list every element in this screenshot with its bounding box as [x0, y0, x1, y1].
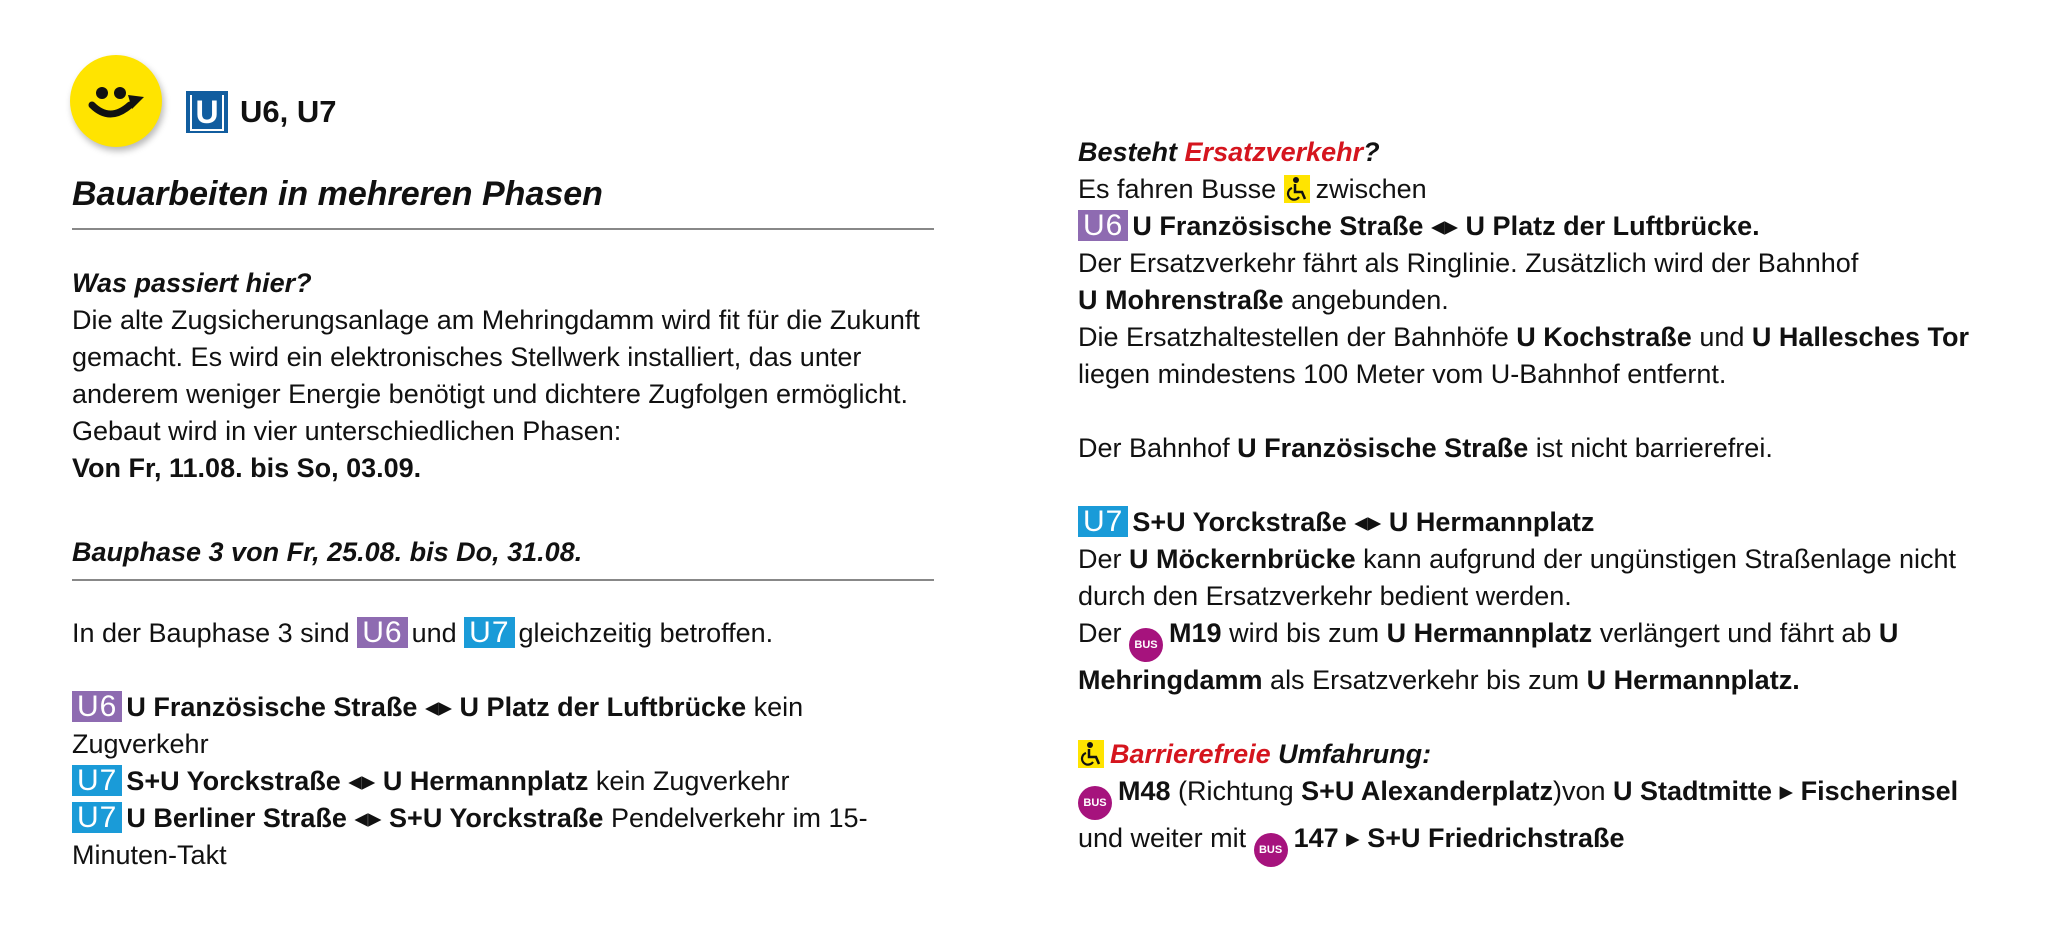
route-stations: U Französische Straße ◂▸ U Platz der Luftbrücke	[126, 692, 747, 722]
bus-extension-info: Der BUS M19 wird bis zum U Hermannplatz verlängert und fährt ab U Mehringdamm als Ersatzverkehr bis zum U Hermannplatz.	[1078, 618, 1899, 695]
route-status: Pendelverkehr im 15-Minuten-Takt	[72, 803, 868, 870]
ring-line-info: Der Ersatzverkehr fährt als Ringlinie. Zusätzlich wird der Bahnhof U Mohrenstraße angebunden.	[1078, 248, 1859, 315]
bus-icon: BUS	[1129, 628, 1163, 662]
u-bahn-sign: U	[186, 91, 228, 133]
barrier-free-heading: Barrierefreie Umfahrung:	[1078, 736, 1978, 773]
u7-badge: U7	[72, 765, 122, 796]
bus-icon: BUS	[1078, 786, 1112, 820]
replacement-service	[1078, 134, 1978, 867]
u6-badge: U6	[72, 691, 122, 722]
affected-routes	[72, 689, 892, 874]
route-item	[1078, 504, 1978, 541]
section-question: Besteht Ersatzverkehr?	[1078, 137, 1380, 167]
phase-heading-text: Bauphase 3 von Fr, 25.08. bis Do, 31.08.	[72, 537, 583, 567]
phase-intro	[72, 615, 952, 652]
smiley-icon	[70, 55, 162, 147]
intro-text: und	[411, 618, 457, 648]
u7-badge: U7	[464, 617, 514, 648]
bus-info: Es fahren Busse zwischen	[1078, 174, 1427, 204]
u7-badge: U7	[72, 802, 122, 833]
route-item	[72, 689, 892, 763]
station-not-served: Der U Möckernbrücke kann aufgrund der ungünstigen Straßenlage nicht durch den Ersatzverkehr bedient werden.	[1078, 544, 1957, 611]
intro-text: gleichzeitig betroffen.	[518, 618, 774, 648]
u6-badge: U6	[357, 617, 407, 648]
bvg-logo	[70, 55, 162, 147]
construction-period: Von Fr, 11.08. bis So, 03.09.	[72, 453, 422, 483]
accessibility-note: Der Bahnhof U Französische Straße ist nicht barrierefrei.	[1078, 433, 1773, 463]
u7-badge: U7	[1078, 506, 1128, 537]
barrier-free-route: BUS M48 (Richtung S+U Alexanderplatz)von U Stadtmitte ▸ Fischerinsel und weiter mit BUS 147 ▸ S+U Friedrichstraße	[1078, 773, 1978, 867]
stop-distance-info: Die Ersatzhaltestellen der Bahnhöfe U Kochstraße und U Hallesches Tor liegen mindestens 100 Meter vom U-Bahnhof entfernt.	[1078, 322, 1970, 389]
left-column	[72, 265, 952, 487]
description-paragraph: Die alte Zugsicherungsanlage am Mehringdamm wird fit für die Zukunft gemacht. Es wird ein elektronisches Stellwerk installiert, das unter anderem weniger Energie benötigt und dichtere Zugfolgen ermöglicht. Gebaut wird in vier unterschiedlichen Phasen:	[72, 305, 920, 446]
section-question: Was passiert hier?	[72, 268, 312, 298]
bus-icon: BUS	[1254, 833, 1288, 867]
route-stations: U Berliner Straße ◂▸ S+U Yorckstraße	[126, 803, 604, 833]
route-stations: S+U Yorckstraße ◂▸ U Hermannplatz	[126, 766, 589, 796]
route-status: kein Zugverkehr	[595, 766, 790, 796]
wheelchair-icon	[1078, 740, 1104, 768]
route-item	[72, 800, 892, 874]
phase-divider	[72, 579, 934, 581]
line-header: U6, U7	[240, 94, 337, 129]
route-stations: S+U Yorckstraße ◂▸ U Hermannplatz	[1132, 507, 1595, 537]
u6-badge: U6	[1078, 210, 1128, 241]
route-item	[1078, 208, 1978, 245]
route-item	[72, 763, 892, 800]
title-divider	[72, 228, 934, 230]
phase-heading	[72, 534, 952, 571]
intro-text: In der Bauphase 3 sind	[72, 618, 350, 648]
page-title: Bauarbeiten in mehreren Phasen	[72, 175, 603, 213]
route-stations: U Französische Straße ◂▸ U Platz der Luftbrücke.	[1132, 211, 1760, 241]
route-status: kein Zugverkehr	[72, 692, 804, 759]
wheelchair-icon	[1284, 175, 1310, 203]
